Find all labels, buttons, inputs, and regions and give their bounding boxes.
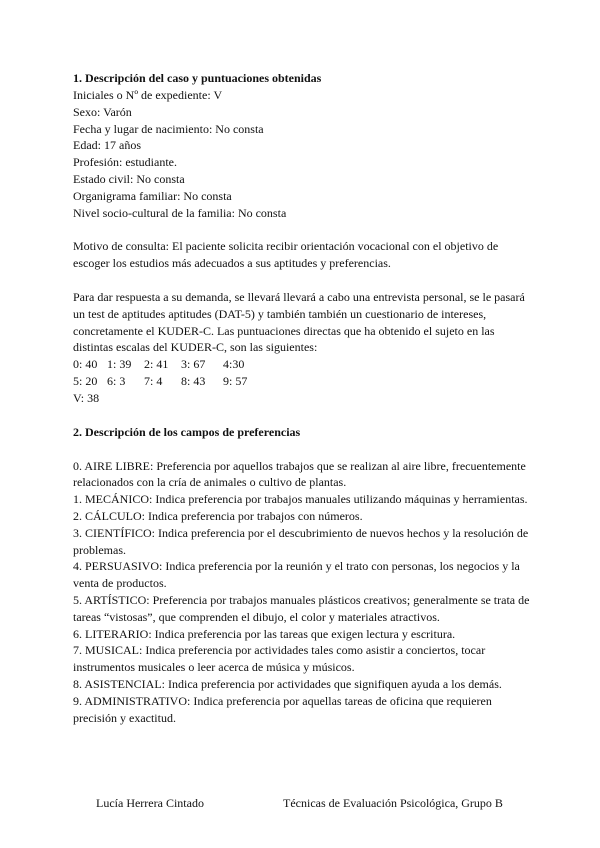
score-value: 6: 3 <box>107 373 126 388</box>
case-line: Nivel socio-cultural de la familia: No consta <box>73 205 287 220</box>
case-line: Fecha y lugar de nacimiento: No consta <box>73 121 264 136</box>
case-line: Sexo: Varón <box>73 104 132 119</box>
score-value: 1: 39 <box>107 357 132 372</box>
case-line: Edad: 17 años <box>73 138 141 153</box>
footer-course: Técnicas de Evaluación Psicológica, Grupo B <box>283 796 503 810</box>
score-value: 9: 57 <box>223 373 248 388</box>
score-value: 7: 4 <box>144 373 163 388</box>
scores-row-1 <box>73 356 533 373</box>
spacer <box>73 272 533 289</box>
preference-field: 6. LITERARIO: Indica preferencia por las tareas que exigen lectura y escritura. <box>73 626 456 641</box>
case-line: Estado civil: No consta <box>73 171 185 186</box>
preference-field: 5. ARTÍSTICO: Preferencia por trabajos manuales plásticos creativos; generalmente se trata de tareas “vistosas”, que comprenden el dibujo, el color y materiales atractivos. <box>73 592 530 624</box>
preference-field: 1. MECÁNICO: Indica preferencia por trabajos manuales utilizando máquinas y herramientas. <box>73 492 528 507</box>
spacer <box>73 407 533 424</box>
case-line: Profesión: estudiante. <box>73 155 177 170</box>
case-line: Iniciales o Nº de expediente: V <box>73 88 223 102</box>
preference-field: 7. MUSICAL: Indica preferencia por actividades tales como asistir a conciertos, tocar instrumentos musicales o leer acerca de música y músicos. <box>73 643 486 675</box>
spacer <box>73 441 533 458</box>
section2-title: 2. Descripción de los campos de preferencias <box>73 424 301 439</box>
score-value: 5: 20 <box>73 373 98 388</box>
score-value: 8: 43 <box>181 373 206 388</box>
preference-field: 0. AIRE LIBRE: Preferencia por aquellos trabajos que se realizan al aire libre, frecuentemente relacionados con la cría de animales o cultivo de plantas. <box>73 458 526 490</box>
case-line: Organigrama familiar: No consta <box>73 188 232 203</box>
motivo-paragraph: Motivo de consulta: El paciente solicita recibir orientación vocacional con el objetivo de escoger los estudios más adecuados a sus aptitudes y preferencias. <box>73 239 499 271</box>
preference-field: 8. ASISTENCIAL: Indica preferencia por actividades que signifiquen ayuda a los demás. <box>73 676 502 691</box>
intro-paragraph: Para dar respuesta a su demanda, se llevará llevará a cabo una entrevista personal, se le pasará un test de aptitudes aptitudes (DAT-5) y también también un cuestionario de intereses, concretamente el KUDER-C. Las puntuaciones directas que ha obtenido el sujeto en las distintas escalas del KUDER-C, son las siguientes: <box>73 289 525 355</box>
section1-title: 1. Descripción del caso y puntuaciones obtenidas <box>73 71 322 85</box>
document-page <box>73 70 533 726</box>
preference-field: 3. CIENTÍFICO: Indica preferencia por el descubrimiento de nuevos hechos y la resolución de problemas. <box>73 525 529 557</box>
score-value: 2: 41 <box>144 357 169 372</box>
preference-field: 9. ADMINISTRATIVO: Indica preferencia por aquellas tareas de oficina que requieren precisión y exactitud. <box>73 693 492 725</box>
footer-author: Lucía Herrera Cintado <box>96 796 204 810</box>
score-value: 0: 40 <box>73 357 98 372</box>
score-value: 4:30 <box>223 357 245 372</box>
preference-field: 2. CÁLCULO: Indica preferencia por trabajos con números. <box>73 508 363 523</box>
preference-field: 4. PERSUASIVO: Indica preferencia por la reunión y el trato con personas, los negocios y la venta de productos. <box>73 559 520 591</box>
score-value: 3: 67 <box>181 357 206 372</box>
score-v: V: 38 <box>73 390 100 405</box>
scores-row-2 <box>73 373 533 390</box>
spacer <box>73 221 533 238</box>
